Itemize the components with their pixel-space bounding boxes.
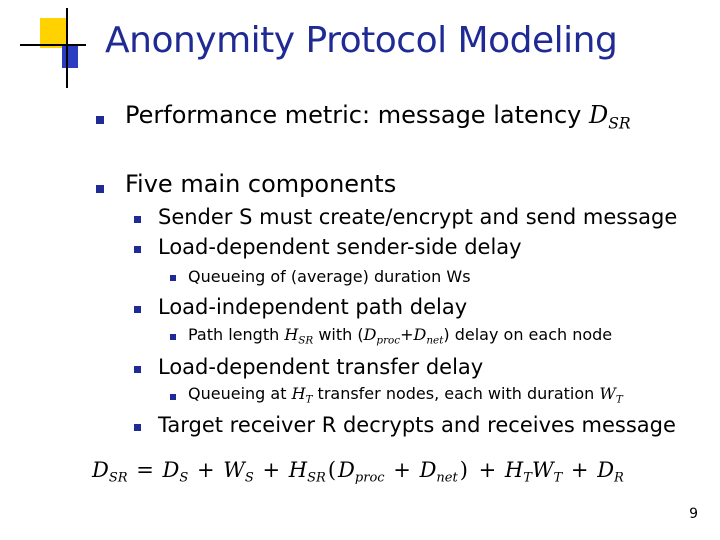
page-number: 9 (689, 506, 698, 522)
bullet-square (134, 216, 141, 223)
slide-title: Anonymity Protocol Modeling (105, 20, 618, 61)
math-dsr: $D_{SR}$ (589, 101, 631, 133)
bullet-square (134, 306, 141, 313)
bullet-sender-delay: Load-dependent sender-side delay (158, 235, 522, 259)
bullet-five-components: Five main components (125, 170, 397, 198)
bullet-square (170, 394, 176, 400)
bullet-square (96, 185, 104, 193)
decor-horizontal-line (20, 44, 86, 46)
latency-formula: $D_{SR} = D_S + W_S + H_{SR}(D_{proc} + D_{net}) + H_TW_T + D_R$ (92, 458, 624, 486)
bullet-square (170, 334, 176, 340)
bullet-queueing-transfer: Queueing at $H_T$ transfer nodes, each with duration $W_T$ (188, 384, 623, 406)
bullet-target-receiver: Target receiver R decrypts and receives message (158, 413, 676, 437)
bullet-sender-create: Sender S must create/encrypt and send message (158, 205, 678, 229)
bullet-performance-metric (125, 101, 631, 132)
bullet-square (170, 275, 176, 281)
bullet-transfer-delay: Load-dependent transfer delay (158, 355, 484, 379)
decor-vertical-line (66, 8, 68, 88)
bullet-text: Performance metric: message latency (125, 101, 589, 129)
bullet-square (134, 246, 141, 253)
bullet-path-delay: Load-independent path delay (158, 295, 468, 319)
bullet-queueing-ws: Queueing of (average) duration Ws (188, 267, 471, 286)
bullet-square (134, 366, 141, 373)
bullet-path-length: Path length $H_{SR}$ with $(D_{proc}+D_{net})$ delay on each node (188, 325, 613, 347)
bullet-square (134, 424, 141, 431)
decor-blue-square (62, 46, 78, 68)
bullet-square (96, 116, 104, 124)
